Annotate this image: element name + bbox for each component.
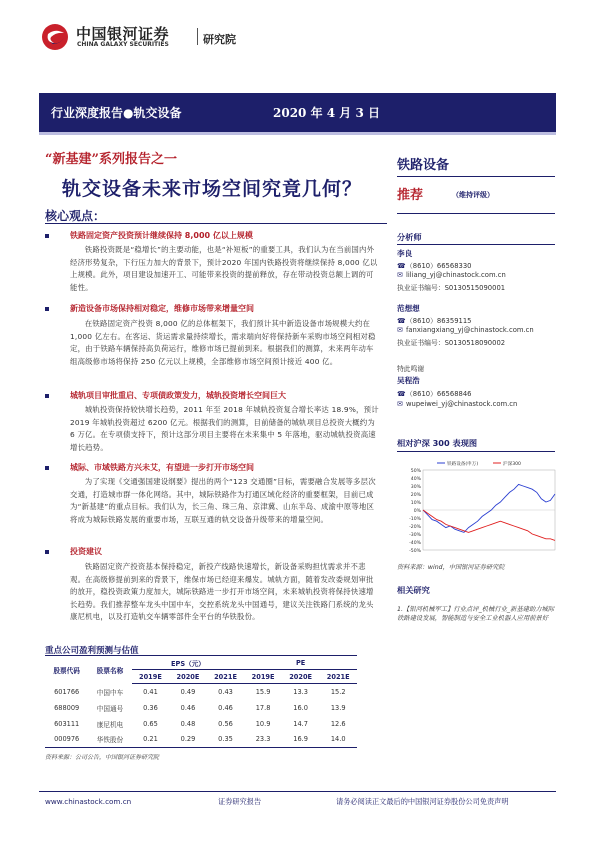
core-views-label: 核心观点： bbox=[45, 209, 106, 223]
phone-text: （8610）66568330 bbox=[406, 262, 472, 270]
table-cell: 0.48 bbox=[180, 719, 196, 728]
point-heading: 铁路固定资产投资预计继续保持 8,000 亿以上规模 bbox=[70, 231, 253, 240]
point-heading: 城际、市域铁路方兴未艾，有望进一步打开市场空间 bbox=[70, 463, 254, 472]
analyst-cert: 执业证书编号：S0130518090002 bbox=[397, 339, 506, 347]
table-cell: 16.9 bbox=[282, 732, 320, 748]
sector-name: 铁路设备 bbox=[397, 158, 450, 173]
point-heading: 城轨项目审批重启、专项债政策发力，城轨投资增长空间巨大 bbox=[70, 391, 286, 400]
table-cell: 17.8 bbox=[255, 703, 271, 712]
table-row bbox=[45, 716, 357, 732]
rating: 推荐 bbox=[397, 188, 424, 203]
email-text: fanxiangxiang_yj@chinastock.com.cn bbox=[406, 326, 534, 334]
mail-icon: ✉ bbox=[397, 326, 403, 334]
sidebar-rule bbox=[397, 213, 555, 214]
y-tick-label: -10% bbox=[409, 516, 421, 522]
stock-name: 康尼机电 bbox=[96, 720, 124, 729]
year-header: 2020E bbox=[282, 670, 320, 684]
bullet-marker bbox=[45, 394, 49, 398]
year-header: 2021E bbox=[319, 670, 357, 684]
point-text: 为了实现《交通强国建设纲要》提出的两个“123 交通圈”目标，需要融合发展等多层次交通，打造城市群一体化网络。其中，城际铁路作为打通区域化经济的重要框架，目前已成为“新基建”的重点目标。我们认为，长三角、珠三角、京津冀、山东半岛、成渝中原等地区将成为城际铁路发展的重要市场，互联互通的轨交设备升级带来的增量空间。 bbox=[70, 477, 376, 524]
table-cell: 0.46 bbox=[218, 703, 233, 712]
phone-icon: ☎ bbox=[397, 262, 406, 270]
brand-name-cn: 中国银河证券 bbox=[76, 25, 170, 43]
table-cell: 14.7 bbox=[293, 719, 308, 728]
related-title: 相关研究 bbox=[397, 585, 430, 595]
stock-code: 688009 bbox=[54, 703, 80, 712]
table-cell: 0.43 bbox=[218, 687, 233, 696]
analyst-phone bbox=[397, 260, 472, 270]
footer-disclaimer: 请务必阅读正文最后的中国银河证券股份公司免责声明 bbox=[336, 797, 509, 806]
table-source: 资料来源：公司公告，中国银河证券研究院 bbox=[45, 754, 160, 761]
group-header-eps: EPS（元） bbox=[132, 656, 245, 670]
table-cell: 13.3 bbox=[293, 687, 308, 696]
analyst-email[interactable] bbox=[397, 326, 534, 334]
year-header: 2019E bbox=[244, 670, 282, 684]
report-series: “新基建”系列报告之一 bbox=[45, 152, 177, 167]
report-date: 2020 年 4 月 3 日 bbox=[273, 106, 380, 120]
email-text: wupeiwei_yj@chinastock.com.cn bbox=[406, 400, 518, 408]
point-heading: 投资建议 bbox=[70, 547, 102, 556]
analyst-rule bbox=[397, 244, 555, 245]
y-tick-label: -30% bbox=[409, 532, 421, 538]
point-text: 铁路投资既是“稳增长”的主要动能，也是“补短板”的重要工具，我们认为在当前国内外经济形势复杂，下行压力加大的背景下，预计2020 年国内铁路投资将继续保持 8,000 亿以上规模。此外，项目建设加速开工、可能带来投资的提前释放，存在带动投资总额上调的可能性。 bbox=[70, 245, 378, 292]
y-tick-label: 40% bbox=[410, 476, 421, 482]
forecast-table bbox=[45, 655, 357, 748]
report-type: 行业深度报告●轨交设备 bbox=[51, 106, 182, 120]
table-row bbox=[45, 684, 357, 700]
table-title: 重点公司盈利预测与估值 bbox=[45, 646, 139, 656]
table-row bbox=[45, 700, 357, 716]
phone-icon: ☎ bbox=[397, 390, 406, 398]
year-header: 2020E bbox=[169, 670, 207, 684]
table-cell: 0.56 bbox=[218, 719, 233, 728]
analyst-cert: 执业证书编号：S0130515090001 bbox=[397, 284, 506, 292]
contact-label: 特此鸣谢 bbox=[397, 365, 425, 373]
group-header-pe: PE bbox=[244, 656, 357, 670]
col-header-name: 股票名称 bbox=[88, 656, 131, 684]
section-rule bbox=[45, 223, 387, 224]
table-cell: 0.65 bbox=[143, 719, 158, 728]
stock-name: 华铁股份 bbox=[88, 732, 131, 748]
y-tick-label: 30% bbox=[410, 484, 421, 490]
related-item[interactable]: 1.【银河机械军工】行业点评_机械行业_新基建助力城际铁路建设发展，智能制造与安全工业机器人应用前景好 bbox=[397, 606, 555, 622]
y-tick-label: 10% bbox=[410, 500, 421, 506]
y-tick-label: 0% bbox=[413, 508, 421, 514]
legend-label: 铁路设备(申万) bbox=[447, 461, 479, 467]
galaxy-logo bbox=[40, 22, 70, 52]
y-tick-label: 20% bbox=[410, 492, 421, 498]
analyst-label: 分析师 bbox=[397, 232, 422, 242]
table-cell: 0.49 bbox=[180, 687, 196, 696]
table-cell: 14.0 bbox=[319, 732, 357, 748]
email-text: liliang_yj@chinastock.com.cn bbox=[406, 271, 506, 279]
footer-rule bbox=[39, 791, 556, 792]
y-tick-label: -40% bbox=[409, 540, 421, 546]
table-cell: 0.46 bbox=[180, 703, 196, 712]
contact-name: 吴程浩 bbox=[397, 376, 420, 385]
table-cell: 15.2 bbox=[330, 687, 346, 696]
bullet-marker bbox=[45, 234, 49, 238]
institute-label: 研究院 bbox=[203, 33, 236, 46]
stock-code: 000976 bbox=[45, 732, 88, 748]
banner-stripe bbox=[39, 132, 556, 135]
table-cell: 0.21 bbox=[132, 732, 170, 748]
contact-email[interactable] bbox=[397, 400, 517, 408]
point-heading: 新造设备市场保持相对稳定，维修市场带来增量空间 bbox=[70, 304, 254, 313]
chart-rule bbox=[397, 451, 555, 452]
point-text: 铁路固定资产投资基本保持稳定，新投产线路快速增长，新设备采购担忧需求并不悲观。在高级修提前到来的背景下，维保市场已经迎来爆发。城轨方面，随着发改委规划审批的放开，稳投资政策力度加大，城际铁路进一步打开市场空间，未来城轨投资将保持快速增长趋势。我们推荐整车龙头中国中车，交控系统龙头中国通号，建议关注铁路门系统的龙头康尼机电，以及打造轨交车辆零部件全平台的华铁股份。 bbox=[70, 562, 374, 621]
table-cell: 0.41 bbox=[143, 687, 158, 696]
phone-text: （8610）66568846 bbox=[406, 390, 472, 398]
table-cell: 13.9 bbox=[330, 703, 346, 712]
bullet-marker bbox=[45, 550, 49, 554]
table-cell: 23.3 bbox=[244, 732, 282, 748]
footer-center: 证券研究报告 bbox=[218, 797, 262, 806]
chart-source: 资料来源：wind，中国银河证券研究院 bbox=[397, 564, 505, 571]
brand-divider bbox=[197, 28, 198, 45]
table-cell: 0.29 bbox=[169, 732, 207, 748]
point-text: 城轨投资保持较快增长趋势，2011 年至 2018 年城轨投资复合增长率达 18.9%，预计 2019 年城轨投资超过 6200 亿元。根据我们的测算，目前储备的城轨项目总投资大概约为 6 万亿。在专项债支持下，预计这部分项目主要将在未来集中 5 年落地，驱动城轨投资高速增长趋势。 bbox=[70, 405, 379, 452]
table-cell: 0.35 bbox=[207, 732, 245, 748]
y-tick-label: 50% bbox=[410, 468, 421, 474]
table-row bbox=[45, 732, 357, 748]
mail-icon: ✉ bbox=[397, 400, 403, 408]
table-cell: 15.9 bbox=[255, 687, 271, 696]
year-header: 2019E bbox=[132, 670, 170, 684]
table-cell: 16.0 bbox=[293, 703, 308, 712]
analyst-email[interactable] bbox=[397, 271, 506, 279]
chart-title: 相对沪深 300 表现图 bbox=[397, 438, 478, 448]
analyst-phone bbox=[397, 315, 472, 325]
point-text: 在铁路固定资产投资 8,000 亿的总体框架下，我们预计其中新造设备市场规模大约在 1,000 亿左右。在客运、货运需求量持续增长，需求端向好将保持新车采购市场空间相对稳定，由于铁路车辆保持高负荷运行，维修市场已提前到来。根据我们的测算，未来两年动车组高级修市场将保持 250 亿元以上规模，全部维修市场空间预计接近 400 亿。 bbox=[70, 319, 376, 366]
footer-url[interactable]: www.chinastock.com.cn bbox=[45, 797, 132, 806]
phone-icon: ☎ bbox=[397, 317, 406, 325]
sidebar-rule bbox=[397, 176, 555, 177]
mail-icon: ✉ bbox=[397, 271, 403, 279]
stock-code: 603111 bbox=[54, 719, 80, 728]
col-header-code: 股票代码 bbox=[45, 656, 88, 684]
bullet-marker bbox=[45, 307, 49, 311]
performance-chart bbox=[397, 458, 559, 558]
brand-name-en: CHINA GALAXY SECURITIES bbox=[77, 41, 169, 48]
table-cell: 10.9 bbox=[255, 719, 271, 728]
legend-label: 沪深300 bbox=[503, 461, 521, 467]
y-tick-label: -20% bbox=[409, 524, 421, 530]
table-cell: 12.6 bbox=[330, 719, 346, 728]
bullet-marker bbox=[45, 466, 49, 470]
stock-name: 中国中车 bbox=[96, 688, 124, 697]
rating-note: （维持评级） bbox=[452, 190, 494, 199]
stock-code: 601766 bbox=[54, 687, 80, 696]
report-title: 轨交设备未来市场空间究竟几何？ bbox=[62, 178, 363, 200]
analyst-name: 李良 bbox=[397, 249, 413, 258]
y-tick-label: -50% bbox=[409, 548, 421, 554]
phone-text: （8610）86359115 bbox=[406, 317, 472, 325]
table-cell: 0.36 bbox=[143, 703, 158, 712]
year-header: 2021E bbox=[207, 670, 245, 684]
stock-name: 中国通号 bbox=[96, 704, 124, 713]
analyst-name: 范想想 bbox=[397, 304, 420, 313]
contact-phone bbox=[397, 388, 472, 398]
